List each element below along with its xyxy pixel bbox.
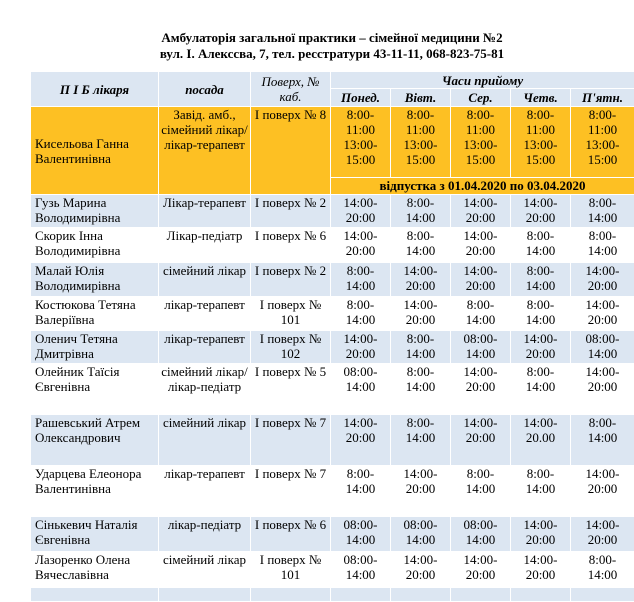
time-cell: 08:00- 14:00 [571,331,634,364]
time-cell: 8:00- 14:00 [571,552,634,588]
time-cell: 14:00- 20:00 [451,364,511,415]
time-cell: 14:00- 20:00 [391,263,451,297]
doctor-name: Ударцева Елеонора Валентинівна [31,466,159,517]
header-floor: Поверх, № каб. [251,72,331,107]
empty-cell [511,588,571,602]
doctor-name: Кисельова Ганна Валентинівна [31,107,159,195]
time-cell: 14:00- 20:00 [331,195,391,228]
time-cell: 14:00- 20:00 [451,228,511,263]
time-cell: 8:00- 14:00 [571,228,634,263]
header-day-tue: Вівт. [391,89,451,107]
header-name: П І Б лікаря [31,72,159,107]
table-row [31,364,634,415]
time-cell: 8:00- 14:00 [511,466,571,517]
doctor-position: лікар-терапевт [159,331,251,364]
time-cell: 8:00- 14:00 [511,297,571,331]
time-cell: 14:00- 20:00 [331,331,391,364]
time-cell: 8:00- 14:00 [451,466,511,517]
table-footer-band [31,588,634,602]
doctor-name: Скорик Інна Володимирівна [31,228,159,263]
table-row [31,415,634,466]
time-cell: 08:00- 14:00 [451,331,511,364]
empty-cell [451,588,511,602]
time-cell: 8:00- 14:00 [391,364,451,415]
table-row [31,466,634,517]
time-cell: 14:00- 20:00 [331,228,391,263]
doctor-name: Малай Юлія Володимирівна [31,263,159,297]
schedule-table [30,71,634,602]
clinic-title: Амбулаторія загальної практики – сімейної медицини №2 [30,30,634,46]
time-cell: 8:00- 11:00 13:00- 15:00 [451,107,511,178]
doctor-position: сімейний лікар [159,552,251,588]
time-cell: 08:00- 14:00 [331,517,391,552]
clinic-address: вул. І. Алекссва, 7, тел. ресстратури 43-11-11, 068-823-75-81 [30,46,634,62]
time-cell: 14:00- 20:00 [571,517,634,552]
doctor-floor: І поверх № 8 [251,107,331,195]
table-row [31,331,634,364]
empty-cell [331,588,391,602]
doctor-position: сімейний лікар [159,263,251,297]
time-cell: 08:00- 14:00 [391,517,451,552]
time-cell: 08:00- 14:00 [331,552,391,588]
doctor-floor: І поверх № 7 [251,466,331,517]
table-row [31,517,634,552]
table-row [31,228,634,263]
time-cell: 14:00- 20:00 [391,297,451,331]
time-cell: 14:00- 20:00 [511,331,571,364]
doctor-floor: І поверх № 5 [251,364,331,415]
empty-cell [571,588,634,602]
doctor-name: Олейник Таїсія Євгенівна [31,364,159,415]
table-row [31,263,634,297]
time-cell: 8:00- 14:00 [511,228,571,263]
time-cell: 08:00- 14:00 [451,517,511,552]
time-cell: 08:00- 14:00 [331,364,391,415]
doctor-floor: І поверх № 7 [251,415,331,466]
header-day-mon: Понед. [331,89,391,107]
header-day-fri: П'ятн. [571,89,634,107]
time-cell: 14:00- 20:00 [451,552,511,588]
doctor-name: Гузь Марина Володимирівна [31,195,159,228]
table-row [31,107,634,178]
doctor-position: Лікар-педіатр [159,228,251,263]
time-cell: 8:00- 11:00 13:00- 15:00 [331,107,391,178]
time-cell: 14:00- 20:00 [571,466,634,517]
time-cell: 8:00- 14:00 [571,415,634,466]
doctor-position: сімейний лікар [159,415,251,466]
time-cell: 8:00- 14:00 [331,466,391,517]
time-cell: 14:00- 20:00 [391,552,451,588]
doctor-floor: І поверх № 6 [251,517,331,552]
empty-cell [31,588,159,602]
doctor-position: лікар-терапевт [159,466,251,517]
header-hours: Часи прийому [331,72,634,89]
header-day-thu: Четв. [511,89,571,107]
doctor-name: Лазоренко Олена Вячеславівна [31,552,159,588]
time-cell: 8:00- 14:00 [391,195,451,228]
doctor-name: Рашевський Атрем Олександрович [31,415,159,466]
time-cell: 14:00- 20:00 [511,552,571,588]
doctor-floor: І поверх № 6 [251,228,331,263]
doctor-position: Лікар-терапевт [159,195,251,228]
document-header [30,30,634,62]
table-row [31,297,634,331]
table-row [31,552,634,588]
doctor-position: сімейний лікар/лікар-педіатр [159,364,251,415]
time-cell: 8:00- 11:00 13:00- 15:00 [571,107,634,178]
time-cell: 14:00- 20:00 [571,297,634,331]
time-cell: 8:00- 14:00 [391,228,451,263]
header-position: посада [159,72,251,107]
time-cell: 8:00- 14:00 [511,263,571,297]
vacation-note: відпустка з 01.04.2020 по 03.04.2020 [331,178,634,195]
empty-cell [251,588,331,602]
time-cell: 8:00- 14:00 [391,331,451,364]
time-cell: 8:00- 14:00 [331,297,391,331]
doctor-floor: І поверх № 2 [251,263,331,297]
doctor-position: Завід. амб., сімейний лікар/лікар-терапевт [159,107,251,195]
doctor-name: Сінькевич Наталія Євгенівна [31,517,159,552]
time-cell: 14:00- 20.00 [511,415,571,466]
time-cell: 14:00- 20:00 [571,263,634,297]
doctor-name: Оленич Тетяна Дмитрівна [31,331,159,364]
time-cell: 8:00- 14:00 [571,195,634,228]
time-cell: 14:00- 20:00 [451,263,511,297]
doctor-floor: І поверх № 101 [251,297,331,331]
time-cell: 8:00- 14:00 [391,415,451,466]
time-cell: 8:00- 11:00 13:00- 15:00 [511,107,571,178]
doctor-floor: І поверх № 102 [251,331,331,364]
time-cell: 8:00- 14:00 [331,263,391,297]
time-cell: 14:00- 20:00 [451,195,511,228]
table-row [31,195,634,228]
time-cell: 8:00- 14:00 [511,364,571,415]
doctor-name: Костюкова Тетяна Валеріївна [31,297,159,331]
time-cell: 14:00- 20:00 [451,415,511,466]
time-cell: 14:00- 20:00 [571,364,634,415]
time-cell: 14:00- 20:00 [331,415,391,466]
doctor-floor: І поверх № 2 [251,195,331,228]
time-cell: 14:00- 20:00 [511,195,571,228]
header-day-wed: Сер. [451,89,511,107]
doctor-position: лікар-терапевт [159,297,251,331]
empty-cell [391,588,451,602]
doctor-position: лікар-педіатр [159,517,251,552]
doctor-floor: І поверх № 101 [251,552,331,588]
time-cell: 14:00- 20:00 [391,466,451,517]
time-cell: 8:00- 14:00 [451,297,511,331]
empty-cell [159,588,251,602]
time-cell: 8:00- 11:00 13:00- 15:00 [391,107,451,178]
time-cell: 14:00- 20:00 [511,517,571,552]
